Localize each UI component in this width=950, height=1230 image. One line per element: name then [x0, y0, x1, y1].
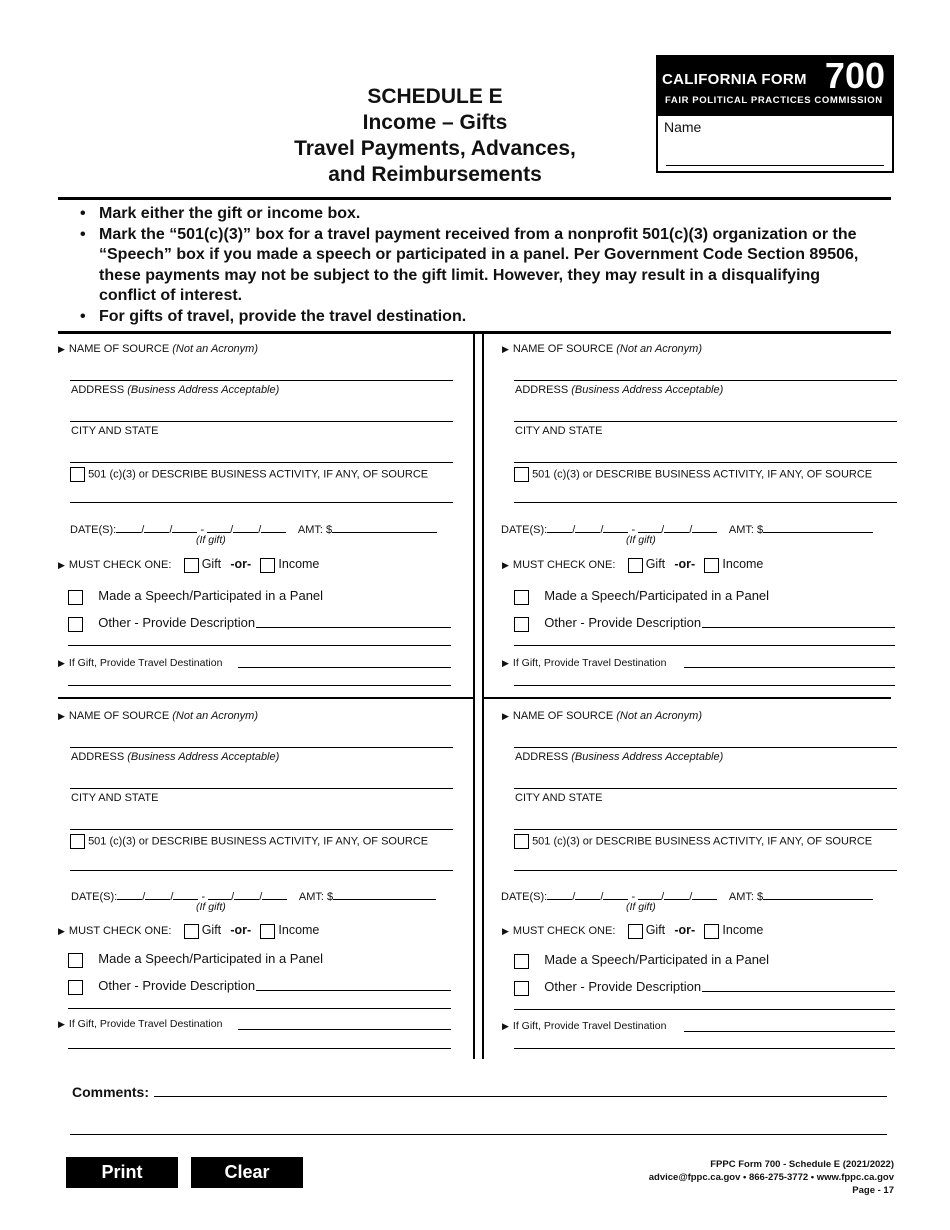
- name-of-source-row: ▶ NAME OF SOURCE (Not an Acronym): [502, 710, 703, 722]
- source-section-2: [502, 340, 902, 696]
- city-state-label: CITY AND STATE: [515, 425, 603, 437]
- income-checkbox[interactable]: [260, 924, 275, 939]
- row-divider-right: [484, 697, 891, 699]
- commission-label: FAIR POLITICAL PRACTICES COMMISSION: [665, 95, 883, 106]
- must-check-row: ▶ MUST CHECK ONE: Gift -or- Income: [502, 557, 764, 571]
- footer-contact: advice@fppc.ca.gov • 866-275-3772 • www.fppc.ca.gov: [648, 1172, 894, 1183]
- title-line-2: Travel Payments, Advances,: [294, 137, 576, 160]
- travel-destination-label: ▶ If Gift, Provide Travel Destination: [58, 1018, 223, 1030]
- other-description-field-2[interactable]: [68, 645, 451, 646]
- 501c3-checkbox[interactable]: [514, 834, 529, 849]
- income-checkbox[interactable]: [260, 558, 275, 573]
- comments-field[interactable]: [154, 1096, 887, 1097]
- travel-destination-field-2[interactable]: [68, 1048, 451, 1049]
- if-gift-hint: (If gift): [626, 901, 656, 913]
- source-section-1: [58, 340, 458, 696]
- column-divider-left: [473, 333, 475, 1059]
- footer: [649, 1158, 894, 1197]
- form-id-box: [656, 55, 894, 173]
- other-row: Other - Provide Description: [68, 978, 255, 995]
- city-state-label: CITY AND STATE: [71, 425, 159, 437]
- header-divider: [58, 197, 891, 200]
- form-number: 700: [824, 55, 885, 96]
- name-of-source-field[interactable]: [70, 747, 453, 748]
- if-gift-hint: (If gift): [196, 534, 226, 546]
- travel-destination-field-2[interactable]: [514, 1048, 895, 1049]
- income-checkbox[interactable]: [704, 558, 719, 573]
- travel-destination-field[interactable]: [684, 1031, 895, 1032]
- schedule-title: SCHEDULE E: [367, 85, 503, 108]
- other-description-field-2[interactable]: [514, 1009, 895, 1010]
- speech-checkbox[interactable]: [514, 954, 529, 969]
- city-state-field[interactable]: [70, 829, 453, 830]
- business-activity-field[interactable]: [514, 502, 897, 503]
- speech-row: Made a Speech/Participated in a Panel: [68, 588, 323, 605]
- business-activity-row: 501 (c)(3) or DESCRIBE BUSINESS ACTIVITY, IF ANY, OF SOURCE: [514, 467, 872, 482]
- speech-checkbox[interactable]: [68, 590, 83, 605]
- business-activity-row: 501 (c)(3) or DESCRIBE BUSINESS ACTIVITY, IF ANY, OF SOURCE: [514, 834, 872, 849]
- address-field[interactable]: [514, 788, 897, 789]
- travel-destination-field[interactable]: [238, 1029, 451, 1030]
- travel-destination-field-2[interactable]: [514, 685, 895, 686]
- form-title: [250, 84, 620, 188]
- instruction-item: • Mark either the gift or income box.: [80, 204, 880, 225]
- gift-checkbox[interactable]: [628, 924, 643, 939]
- address-row: ADDRESS (Business Address Acceptable): [71, 751, 280, 763]
- address-row: ADDRESS (Business Address Acceptable): [71, 384, 280, 396]
- must-check-row: ▶ MUST CHECK ONE: Gift -or- Income: [58, 923, 320, 937]
- if-gift-hint: (If gift): [626, 534, 656, 546]
- speech-row: Made a Speech/Participated in a Panel: [514, 952, 769, 969]
- dates-row: DATE(S): / / - / / AMT: $: [501, 522, 873, 536]
- form-id-header: [658, 57, 892, 116]
- dates-row: DATE(S): / / - / / AMT: $: [70, 522, 437, 536]
- other-description-field[interactable]: [702, 627, 895, 628]
- other-description-field[interactable]: [256, 990, 451, 991]
- print-button[interactable]: Print: [66, 1157, 178, 1188]
- clear-button[interactable]: Clear: [191, 1157, 303, 1188]
- name-field[interactable]: [666, 165, 884, 166]
- footer-page: Page - 17: [852, 1185, 894, 1196]
- address-row: ADDRESS (Business Address Acceptable): [515, 751, 724, 763]
- 501c3-checkbox[interactable]: [514, 467, 529, 482]
- other-checkbox[interactable]: [68, 980, 83, 995]
- business-activity-field[interactable]: [70, 502, 453, 503]
- title-line-3: and Reimbursements: [328, 163, 542, 186]
- income-checkbox[interactable]: [704, 924, 719, 939]
- instruction-item: • Mark the “501(c)(3)” box for a travel payment received from a nonprofit 501(c)(3) organization or the “Speech” box if you made a speech or participated in a panel. Per Government Code Section 89506, these payments may not be subject to the gift limit. However, they may result in a disqualifying conflict of interest.: [80, 225, 880, 307]
- dates-row: DATE(S): / / - / / AMT: $: [71, 889, 436, 903]
- name-of-source-field[interactable]: [70, 380, 453, 381]
- gift-checkbox[interactable]: [184, 558, 199, 573]
- travel-destination-field[interactable]: [684, 667, 895, 668]
- speech-row: Made a Speech/Participated in a Panel: [68, 951, 323, 968]
- source-section-3: [58, 707, 458, 1063]
- other-row: Other - Provide Description: [68, 615, 255, 632]
- business-activity-row: 501 (c)(3) or DESCRIBE BUSINESS ACTIVITY, IF ANY, OF SOURCE: [70, 834, 428, 849]
- other-row: Other - Provide Description: [514, 979, 701, 996]
- city-state-field[interactable]: [70, 462, 453, 463]
- other-description-field-2[interactable]: [68, 1008, 451, 1009]
- other-description-field[interactable]: [702, 991, 895, 992]
- comments-field-2[interactable]: [70, 1134, 887, 1135]
- travel-destination-label: ▶ If Gift, Provide Travel Destination: [502, 657, 667, 669]
- city-state-field[interactable]: [514, 829, 897, 830]
- form-label: CALIFORNIA FORM: [662, 71, 807, 88]
- source-section-4: [502, 707, 902, 1063]
- other-checkbox[interactable]: [514, 981, 529, 996]
- must-check-row: ▶ MUST CHECK ONE: Gift -or- Income: [502, 923, 764, 937]
- instruction-item: • For gifts of travel, provide the travel destination.: [80, 307, 880, 328]
- name-of-source-field[interactable]: [514, 380, 897, 381]
- name-of-source-row: ▶ NAME OF SOURCE (Not an Acronym): [58, 343, 259, 355]
- must-check-row: ▶ MUST CHECK ONE: Gift -or- Income: [58, 557, 320, 571]
- name-of-source-row: ▶ NAME OF SOURCE (Not an Acronym): [58, 710, 259, 722]
- address-field[interactable]: [70, 788, 453, 789]
- instructions-list: [80, 204, 880, 327]
- 501c3-checkbox[interactable]: [70, 834, 85, 849]
- travel-destination-field[interactable]: [238, 667, 451, 668]
- 501c3-checkbox[interactable]: [70, 467, 85, 482]
- city-state-field[interactable]: [514, 462, 897, 463]
- other-checkbox[interactable]: [68, 617, 83, 632]
- name-of-source-row: ▶ NAME OF SOURCE (Not an Acronym): [502, 343, 703, 355]
- title-line-1: Income – Gifts: [362, 111, 508, 134]
- business-activity-row: 501 (c)(3) or DESCRIBE BUSINESS ACTIVITY, IF ANY, OF SOURCE: [70, 467, 428, 482]
- address-field[interactable]: [514, 421, 897, 422]
- city-state-label: CITY AND STATE: [515, 792, 603, 804]
- gift-checkbox[interactable]: [628, 558, 643, 573]
- travel-destination-label: ▶ If Gift, Provide Travel Destination: [502, 1020, 667, 1032]
- travel-destination-field-2[interactable]: [68, 685, 451, 686]
- column-divider-right: [482, 333, 484, 1059]
- other-description-field-2[interactable]: [514, 645, 895, 646]
- city-state-label: CITY AND STATE: [71, 792, 159, 804]
- speech-checkbox[interactable]: [514, 590, 529, 605]
- row-divider-left: [58, 697, 473, 699]
- if-gift-hint: (If gift): [196, 901, 226, 913]
- other-row: Other - Provide Description: [514, 615, 701, 632]
- gift-checkbox[interactable]: [184, 924, 199, 939]
- name-of-source-field[interactable]: [514, 747, 897, 748]
- footer-form-id: FPPC Form 700 - Schedule E (2021/2022): [710, 1159, 894, 1170]
- other-checkbox[interactable]: [514, 617, 529, 632]
- dates-row: DATE(S): / / - / / AMT: $: [501, 889, 873, 903]
- other-description-field[interactable]: [256, 627, 451, 628]
- name-label: Name: [664, 119, 702, 135]
- address-row: ADDRESS (Business Address Acceptable): [515, 384, 724, 396]
- speech-checkbox[interactable]: [68, 953, 83, 968]
- business-activity-field[interactable]: [514, 870, 897, 871]
- travel-destination-label: ▶ If Gift, Provide Travel Destination: [58, 657, 223, 669]
- business-activity-field[interactable]: [70, 870, 453, 871]
- comments-label: Comments:: [72, 1084, 150, 1100]
- address-field[interactable]: [70, 421, 453, 422]
- speech-row: Made a Speech/Participated in a Panel: [514, 588, 769, 605]
